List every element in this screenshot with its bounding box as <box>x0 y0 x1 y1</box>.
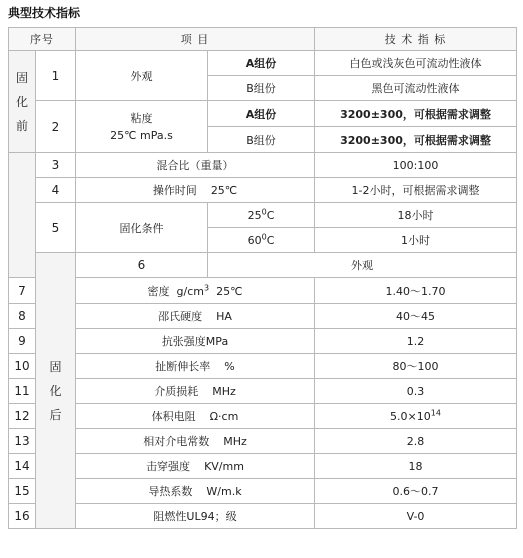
table-row <box>9 454 517 479</box>
item-label: 体积电阻 Ω·cm <box>76 404 315 429</box>
header-seq: 序号 <box>9 28 76 51</box>
item-label: 邵氏硬度 HA <box>76 304 315 329</box>
spec-value: 1小时 <box>315 228 517 253</box>
item-label: 密度 $g/cm^3$ 25℃ <box>76 278 315 304</box>
table-row <box>9 153 517 178</box>
row-number: 7 <box>9 278 36 304</box>
table-row <box>9 354 517 379</box>
item-label: 导热系数 W/m.k <box>76 479 315 504</box>
table-row <box>9 253 517 278</box>
item-label: 粘度 25℃ mPa.s <box>76 101 208 153</box>
table-row <box>9 404 517 429</box>
row-number: 15 <box>9 479 36 504</box>
item-label: 固化条件 <box>76 203 208 253</box>
item-label: 介质损耗 MHz <box>76 379 315 404</box>
row-number: 8 <box>9 304 36 329</box>
spec-value: 40～45 <box>315 304 517 329</box>
spec-value: 18小时 <box>315 203 517 228</box>
spec-value: 0.3 <box>315 379 517 404</box>
row-number: 9 <box>9 329 36 354</box>
spec-value: 白色或浅灰色可流动性液体 <box>315 51 517 76</box>
cure-temp-1: $25^0C$ <box>208 203 315 228</box>
row-number: 1 <box>36 51 76 101</box>
row-number: 11 <box>9 379 36 404</box>
spec-value: 0.6～0.7 <box>315 479 517 504</box>
row-number: 5 <box>36 203 76 253</box>
spec-value: 100:100 <box>315 153 517 178</box>
component-b: B组份 <box>208 127 315 153</box>
item-label: 混合比（重量） <box>76 153 315 178</box>
row-number: 10 <box>9 354 36 379</box>
item-label: 相对介电常数 MHz <box>76 429 315 454</box>
table-row <box>9 304 517 329</box>
item-label: 外观 <box>76 51 208 101</box>
item-label: 扯断伸长率 % <box>76 354 315 379</box>
header-item: 项 目 <box>76 28 315 51</box>
spec-value: 18 <box>315 454 517 479</box>
spec-value: 黑色可流动性液体 <box>315 76 517 101</box>
spec-value: 1.2 <box>315 329 517 354</box>
table-row <box>9 178 517 203</box>
item-label: 操作时间 25℃ <box>76 178 315 203</box>
page-title: 典型技术指标 <box>8 6 81 20</box>
table-row <box>9 429 517 454</box>
spec-value: 80～100 <box>315 354 517 379</box>
component-a: A组份 <box>208 51 315 76</box>
header-row <box>9 28 517 51</box>
table-row <box>9 203 517 228</box>
component-b: B组份 <box>208 76 315 101</box>
row-number: 4 <box>36 178 76 203</box>
item-label: 击穿强度 KV/mm <box>76 454 315 479</box>
spec-value: 3200±300，可根据需求调整 <box>315 127 517 153</box>
spec-value: V-0 <box>315 504 517 529</box>
row-number: 16 <box>9 504 36 529</box>
table-row <box>9 101 517 127</box>
item-label: 阻燃性UL94；级 <box>76 504 315 529</box>
stage-after: 固 化 后 <box>36 253 76 529</box>
component-a: A组份 <box>208 101 315 127</box>
spec-value: 3200±300，可根据需求调整 <box>315 101 517 127</box>
row-number: 3 <box>36 153 76 178</box>
table-row <box>9 379 517 404</box>
table-row <box>9 278 517 304</box>
row-number: 12 <box>9 404 36 429</box>
table-row <box>9 51 517 76</box>
spec-value: 2.8 <box>315 429 517 454</box>
header-spec: 技 术 指 标 <box>315 28 517 51</box>
spec-value: 1-2小时，可根据需求调整 <box>315 178 517 203</box>
spec-value: 1.40～1.70 <box>315 278 517 304</box>
spec-table <box>8 27 517 529</box>
spec-value: $5.0\times 10^{14}$ <box>315 404 517 429</box>
row-number: 6 <box>76 253 208 278</box>
row-number: 13 <box>9 429 36 454</box>
item-label: 外观 <box>208 253 517 278</box>
row-number: 2 <box>36 101 76 153</box>
table-row <box>9 329 517 354</box>
table-row <box>9 479 517 504</box>
table-row <box>9 504 517 529</box>
item-label: 抗张强度MPa <box>76 329 315 354</box>
row-number: 14 <box>9 454 36 479</box>
cure-temp-2: $60^0C$ <box>208 228 315 253</box>
stage-mid <box>9 153 36 278</box>
stage-before: 固 化 前 <box>9 51 36 153</box>
